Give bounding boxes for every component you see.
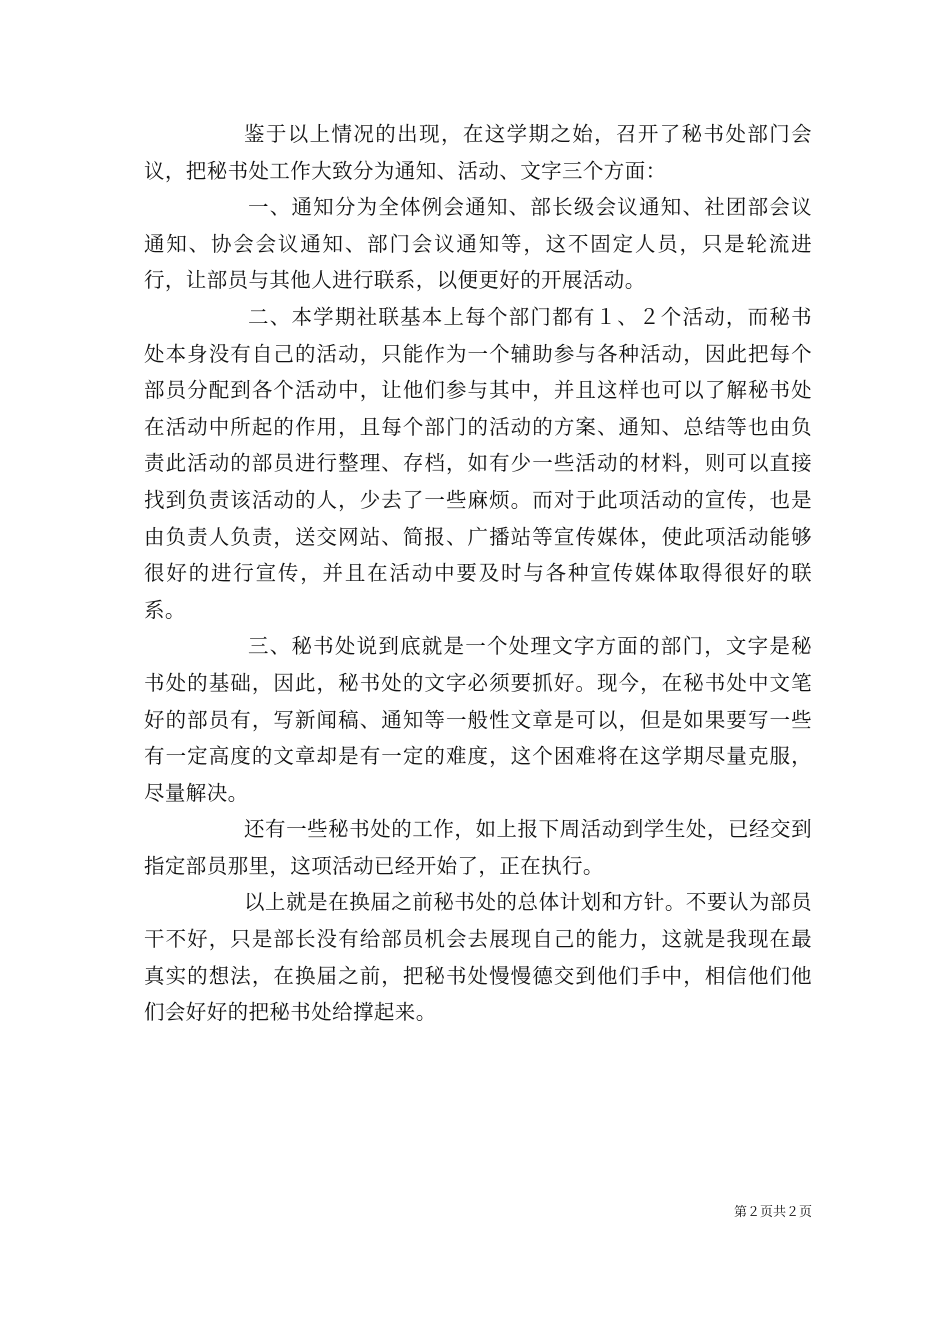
paragraph-writing: 三、秘书处说到底就是一个处理文字方面的部门，文字是秘书处的基础，因此，秘书处的文字必须要抓好。现今，在秘书处中文笔好的部员有，写新闻稿、通知等一般性文章是可以，但是如果要写一些有一定高度的文章却是有一定的难度，这个困难将在这学期尽量克服，尽量解决。	[144, 634, 812, 805]
paragraph-conclusion: 以上就是在换届之前秘书处的总体计划和方针。不要认为部员干不好，只是部长没有给部员机会去展现自己的能力，这就是我现在最真实的想法，在换届之前，把秘书处慢慢德交到他们手中，相信他们他们会好好的把秘书处给撑起来。	[144, 890, 812, 1025]
page-number: 第２页共２页	[733, 1205, 812, 1220]
paragraph-activities: 二、本学期社联基本上每个部门都有１、２个活动，而秘书处本身没有自己的活动，只能作为一个辅助参与各种活动，因此把每个部员分配到各个活动中，让他们参与其中，并且这样也可以了解秘书处在活动中所起的作用，且每个部门的活动的方案、通知、总结等也由负责此活动的部员进行整理、存档，如有少一些活动的材料，则可以直接找到负责该活动的人，少去了一些麻烦。而对于此项活动的宣传，也是由负责人负责，送交网站、简报、广播站等宣传媒体，使此项活动能够很好的进行宣传，并且在活动中要及时与各种宣传媒体取得很好的联系。	[144, 304, 812, 622]
paragraph-other-work: 还有一些秘书处的工作，如上报下周活动到学生处，已经交到指定部员那里，这项活动已经开始了，正在执行。	[144, 817, 812, 878]
paragraph-intro: 鉴于以上情况的出现，在这学期之始，召开了秘书处部门会议，把秘书处工作大致分为通知、活动、文字三个方面：	[144, 122, 812, 183]
document-body	[144, 116, 812, 1031]
paragraph-notices: 一、通知分为全体例会通知、部长级会议通知、社团部会议通知、协会会议通知、部门会议通知等，这不固定人员，只是轮流进行，让部员与其他人进行联系，以便更好的开展活动。	[144, 195, 812, 293]
